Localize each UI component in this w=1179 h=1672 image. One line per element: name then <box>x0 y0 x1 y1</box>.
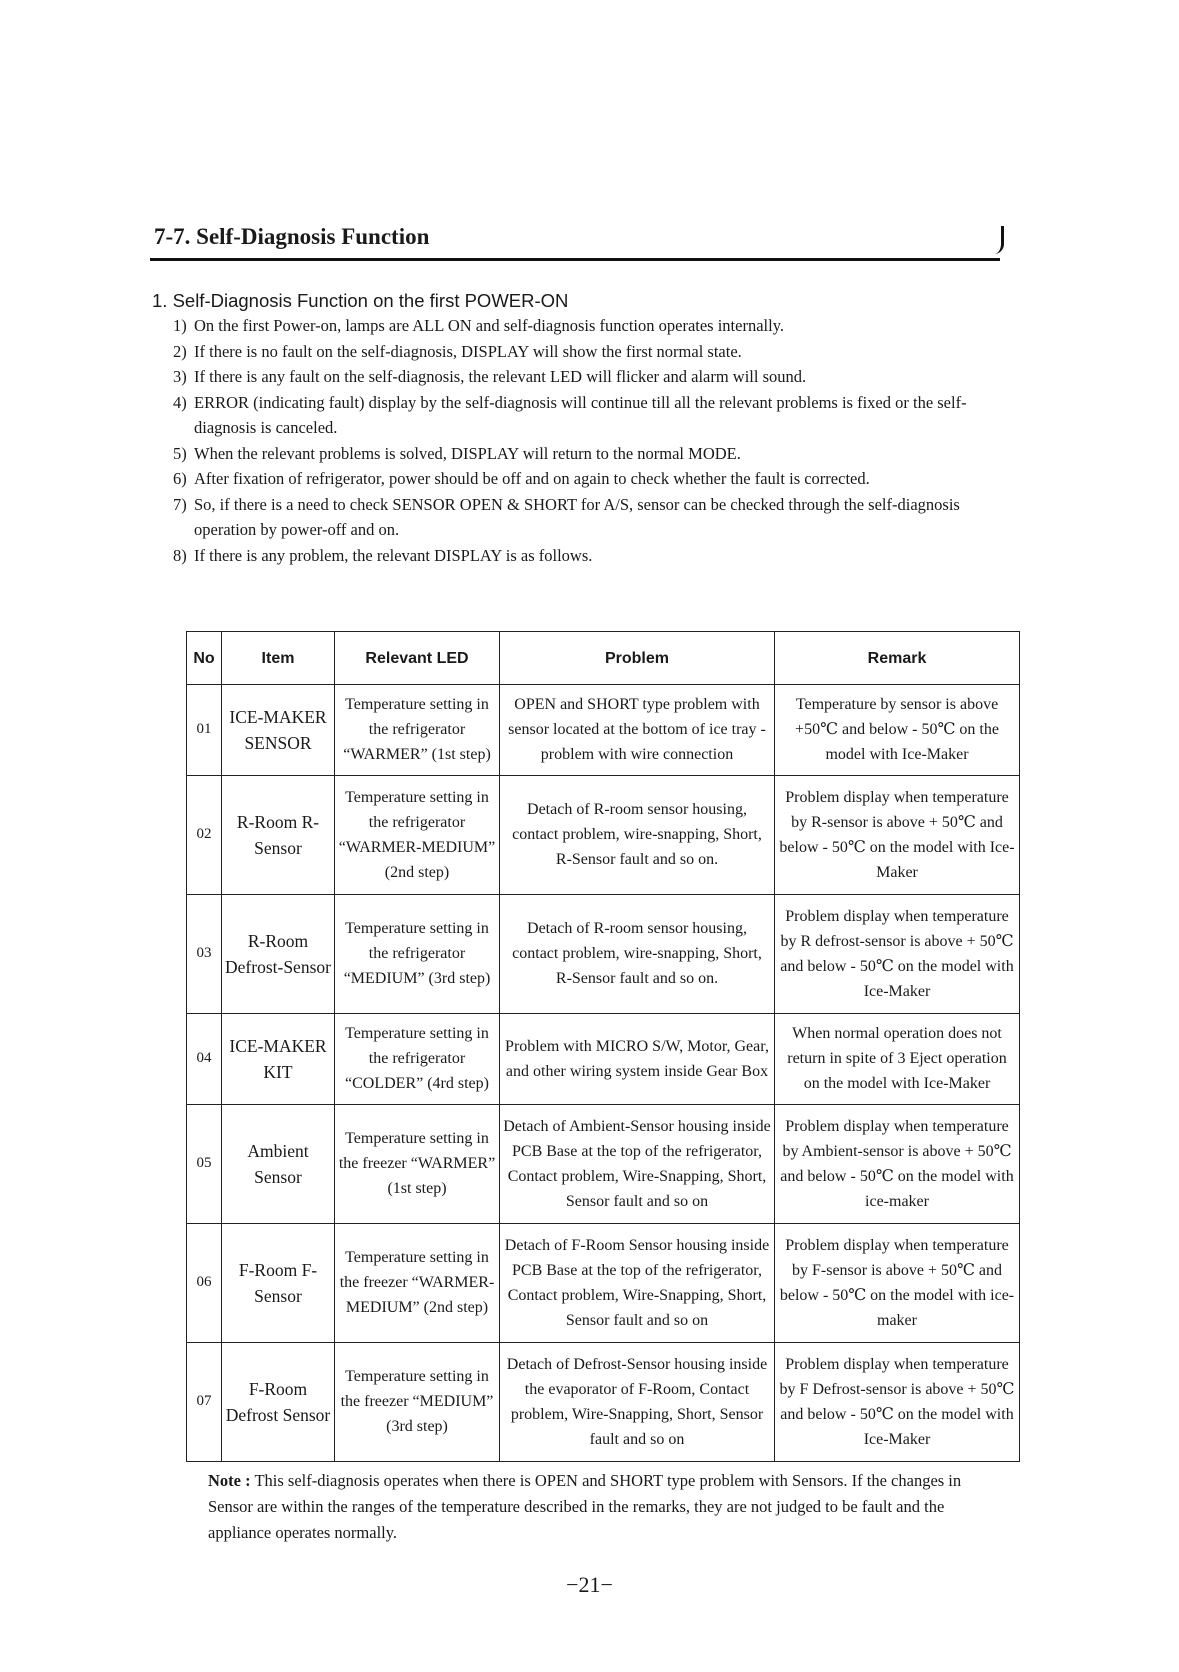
cell-item: ICE-MAKER KIT <box>222 1013 335 1104</box>
table-row <box>187 894 1020 1013</box>
list-item <box>173 390 1003 441</box>
cell-item: F-Room Defrost Sensor <box>222 1342 335 1461</box>
cell-remark: Problem display when temperature by F Defrost-sensor is above + 50℃ and below - 50℃ on the model with Ice-Maker <box>775 1342 1020 1461</box>
cell-no: 03 <box>187 894 222 1013</box>
table-row <box>187 1104 1020 1223</box>
cell-relevant-led: Temperature setting in the refrigerator “WARMER” (1st step) <box>335 685 500 776</box>
cell-problem: Problem with MICRO S/W, Motor, Gear, and other wiring system inside Gear Box <box>500 1013 775 1104</box>
cell-problem: Detach of Ambient-Sensor housing inside PCB Base at the top of the refrigerator, Contact problem, Wire-Snapping, Short, Sensor fault and so on <box>500 1104 775 1223</box>
note-label: Note : <box>208 1471 251 1490</box>
cell-item: ICE-MAKER SENSOR <box>222 685 335 776</box>
cell-relevant-led: Temperature setting in the freezer “WARMER” (1st step) <box>335 1104 500 1223</box>
item-text: So, if there is a need to check SENSOR OPEN & SHORT for A/S, sensor can be checked through the self-diagnosis operation by power-off and on. <box>194 494 960 539</box>
cell-remark: Problem display when temperature by R defrost-sensor is above + 50℃ and below - 50℃ on the model with Ice-Maker <box>775 894 1020 1013</box>
cell-remark: Temperature by sensor is above +50℃ and below - 50℃ on the model with Ice-Maker <box>775 685 1020 776</box>
cell-relevant-led: Temperature setting in the refrigerator “WARMER-MEDIUM” (2nd step) <box>335 775 500 894</box>
table-row <box>187 1223 1020 1342</box>
cell-relevant-led: Temperature setting in the freezer “WARMER-MEDIUM” (2nd step) <box>335 1223 500 1342</box>
list-item <box>173 313 1003 339</box>
instruction-list <box>173 313 1003 568</box>
list-item <box>173 466 1003 492</box>
list-item <box>173 492 1003 543</box>
item-number: 2) <box>173 341 187 361</box>
table-row <box>187 685 1020 776</box>
item-number: 4) <box>173 392 187 412</box>
heading-rule-hook <box>991 226 1004 254</box>
cell-problem: Detach of R-room sensor housing, contact problem, wire-snapping, Short, R-Sensor fault and so on. <box>500 775 775 894</box>
header-problem: Problem <box>500 632 775 685</box>
cell-no: 04 <box>187 1013 222 1104</box>
item-text: On the first Power-on, lamps are ALL ON and self-diagnosis function operates internally. <box>194 316 785 335</box>
section-heading <box>150 222 1000 261</box>
item-text: If there is any problem, the relevant DISPLAY is as follows. <box>194 545 593 565</box>
item-number: 1) <box>173 316 187 335</box>
cell-item: R-Room R-Sensor <box>222 775 335 894</box>
table-row <box>187 775 1020 894</box>
note-text: This self-diagnosis operates when there is OPEN and SHORT type problem with Sensors. If the changes in Sensor are within the ranges of the temperature described in the remarks, they are not judged to be fault and the appliance operates normally. <box>208 1471 962 1542</box>
cell-no: 01 <box>187 685 222 776</box>
table-row <box>187 1013 1020 1104</box>
cell-problem: OPEN and SHORT type problem with sensor located at the bottom of ice tray - problem with wire connection <box>500 685 775 776</box>
cell-no: 06 <box>187 1223 222 1342</box>
list-item <box>173 543 1003 569</box>
cell-item: F-Room F-Sensor <box>222 1223 335 1342</box>
cell-no: 05 <box>187 1104 222 1223</box>
item-text: If there is any fault on the self-diagnosis, the relevant LED will flicker and alarm will sound. <box>194 367 807 386</box>
cell-problem: Detach of R-room sensor housing, contact problem, wire-snapping, Short, R-Sensor fault and so on. <box>500 894 775 1013</box>
cell-no: 07 <box>187 1342 222 1461</box>
cell-problem: Detach of F-Room Sensor housing inside PCB Base at the top of the refrigerator, Contact problem, Wire-Snapping, Short, Sensor fault and so on <box>500 1223 775 1342</box>
item-number: 3) <box>173 367 187 386</box>
table-header-row <box>187 632 1020 685</box>
cell-relevant-led: Temperature setting in the refrigerator “MEDIUM” (3rd step) <box>335 894 500 1013</box>
item-text: If there is no fault on the self-diagnosis, DISPLAY will show the first normal state. <box>194 341 742 361</box>
list-item <box>173 339 1003 365</box>
header-relevant-led: Relevant LED <box>335 632 500 685</box>
page-number: −21− <box>566 1572 613 1597</box>
header-item: Item <box>222 632 335 685</box>
note <box>208 1468 998 1546</box>
cell-relevant-led: Temperature setting in the refrigerator “COLDER” (4rd step) <box>335 1013 500 1104</box>
cell-relevant-led: Temperature setting in the freezer “MEDIUM” (3rd step) <box>335 1342 500 1461</box>
header-no: No <box>187 632 222 685</box>
heading-title: 7-7. Self-Diagnosis Function <box>154 224 430 249</box>
item-number: 6) <box>173 469 187 488</box>
table-row <box>187 1342 1020 1461</box>
list-item <box>173 441 1003 467</box>
cell-item: Ambient Sensor <box>222 1104 335 1223</box>
header-remark: Remark <box>775 632 1020 685</box>
self-diagnosis-table <box>186 631 1020 1462</box>
item-text: ERROR (indicating fault) display by the self-diagnosis will continue till all the relevant problems is fixed or the self-diagnosis is canceled. <box>194 392 967 437</box>
item-number: 7) <box>173 494 187 514</box>
item-text: When the relevant problems is solved, DISPLAY will return to the normal MODE. <box>194 443 741 463</box>
item-number: 8) <box>173 545 187 565</box>
cell-item: R-Room Defrost-Sensor <box>222 894 335 1013</box>
cell-remark: Problem display when temperature by R-sensor is above + 50℃ and below - 50℃ on the model with Ice-Maker <box>775 775 1020 894</box>
item-text: After fixation of refrigerator, power should be off and on again to check whether the fault is corrected. <box>194 469 870 488</box>
cell-remark: When normal operation does not return in spite of 3 Eject operation on the model with Ice-Maker <box>775 1013 1020 1104</box>
cell-remark: Problem display when temperature by Ambient-sensor is above + 50℃ and below - 50℃ on the model with ice-maker <box>775 1104 1020 1223</box>
cell-problem: Detach of Defrost-Sensor housing inside the evaporator of F-Room, Contact problem, Wire-Snapping, Short, Sensor fault and so on <box>500 1342 775 1461</box>
list-item <box>173 364 1003 390</box>
subsection-title: 1. Self-Diagnosis Function on the first POWER-ON <box>152 290 569 311</box>
item-number: 5) <box>173 443 187 463</box>
cell-no: 02 <box>187 775 222 894</box>
cell-remark: Problem display when temperature by F-sensor is above + 50℃ and below - 50℃ on the model with ice-maker <box>775 1223 1020 1342</box>
